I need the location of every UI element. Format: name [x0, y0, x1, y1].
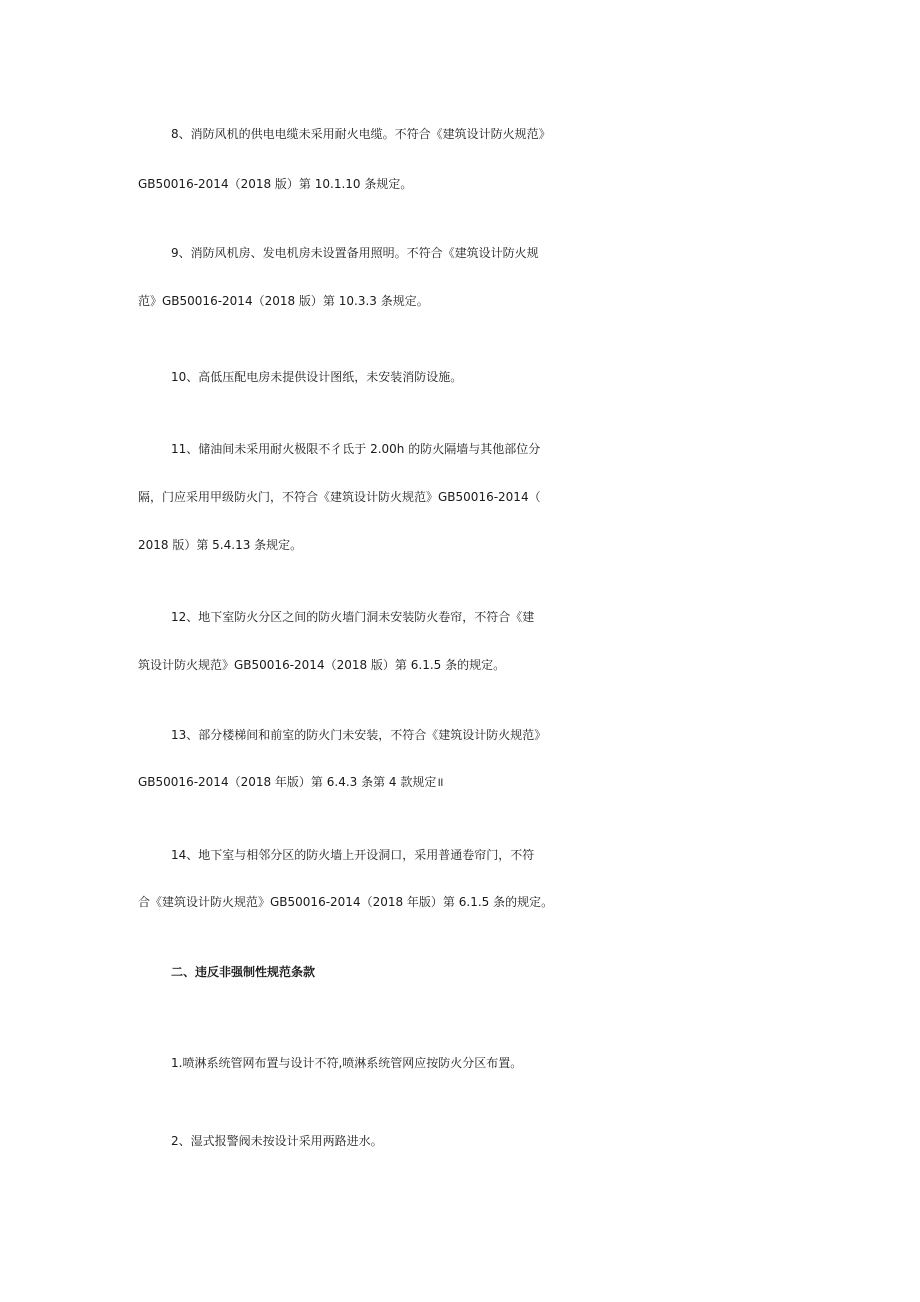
item-8-line-2: GB50016-2014（2018 版）第 10.1.10 条规定。: [138, 177, 413, 191]
item-11-line-3: 2018 版）第 5.4.13 条规定。: [138, 538, 303, 552]
item-12-line-2: 筑设计防火规范》GB50016-2014（2018 版）第 6.1.5 条的规定。: [138, 658, 506, 672]
item-11-line-2: 隔，门应采用甲级防火门，不符合《建筑设计防火规范》GB50016-2014（: [138, 490, 541, 504]
item-8-line-1: 8、消防风机的供电电缆未采用耐火电缆。不符合《建筑设计防火规范》: [171, 127, 551, 141]
section-2-heading: 二、违反非强制性规范条款: [171, 965, 316, 979]
item-12-line-1: 12、地下室防火分区之间的防火墙门洞未安装防火卷帘，不符合《建: [171, 610, 535, 624]
item-13-line-1: 13、部分楼梯间和前室的防火门未安装，不符合《建筑设计防火规范》: [171, 728, 547, 742]
section-2-item-2: 2、湿式报警阀未按设计采用两路进水。: [171, 1134, 383, 1148]
item-9-line-2: 范》GB50016-2014（2018 版）第 10.3.3 条规定。: [138, 294, 429, 308]
item-10-line-1: 10、高低压配电房未提供设计图纸，未安装消防设施。: [171, 370, 463, 384]
item-9-line-1: 9、消防风机房、发电机房未设置备用照明。不符合《建筑设计防火规: [171, 246, 539, 260]
item-11-line-1: 11、储油间未采用耐火极限不彳氐于 2.00h 的防火隔墙与其他部位分: [171, 442, 541, 456]
item-14-line-2: 合《建筑设计防火规范》GB50016-2014（2018 年版）第 6.1.5 条的规定。: [138, 895, 554, 909]
item-14-line-1: 14、地下室与相邻分区的防火墙上开设洞口，采用普通卷帘门，不符: [171, 848, 535, 862]
section-2-item-1: 1.喷淋系统管网布置与设计不符,喷淋系统管网应按防火分区布置。: [171, 1056, 523, 1070]
item-13-line-2: GB50016-2014（2018 年版）第 6.4.3 条第 4 款规定॥: [138, 775, 444, 789]
